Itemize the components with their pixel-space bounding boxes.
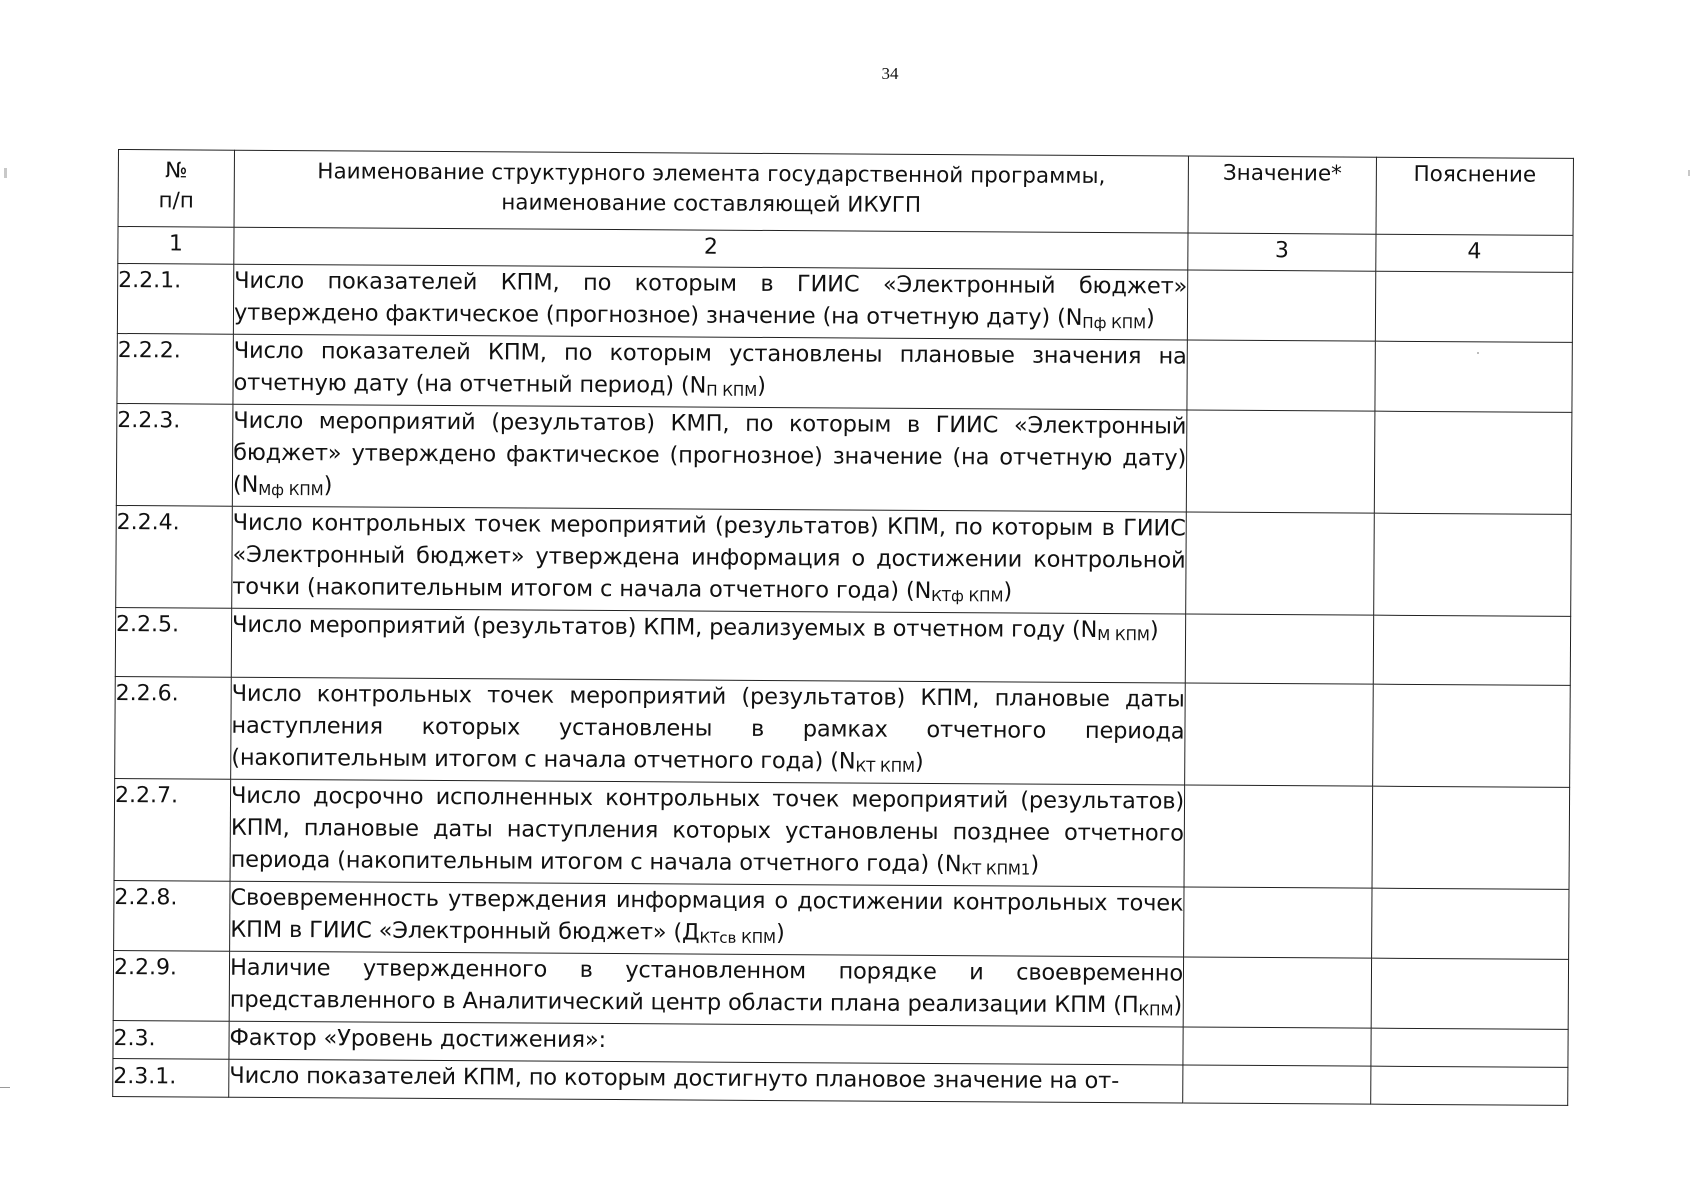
row-text [232,506,1187,614]
row-text [232,404,1187,512]
value-cell [1187,270,1375,341]
row-number: 2.2.1. [117,264,233,335]
row-text-main: Число показателей КПМ, по которым достигнуто плановое значение на от- [229,1062,1120,1095]
row-text-subscript: М КПМ [1097,625,1150,645]
value-cell [1183,1027,1371,1066]
indicator-table [112,149,1574,1106]
row-text-main: Наличие утвержденного в установленном порядке и своевременно представленного в Аналитический центр области плана реализации КПМ (П [229,954,1184,1019]
row-text-tail: ) [914,748,924,775]
row-text-main: Число досрочно исполненных контрольных точек мероприятий (результатов) КПМ, плановые даты наступления которых установлены позднее отчетного периода (накопительным итогом с начала отчетного года) (N [230,782,1185,878]
table-row [113,950,1568,1029]
explanation-cell [1371,958,1568,1029]
value-cell [1183,957,1371,1028]
row-text-main: Фактор «Уровень достижения»: [229,1024,607,1053]
column-number-3: 3 [1188,233,1376,271]
row-text-subscript: Мф КПМ [258,480,324,500]
explanation-cell [1374,513,1572,616]
header-explanation-label: Пояснение [1413,161,1537,188]
row-number: 2.2.3. [116,403,233,506]
explanation-cell [1375,271,1572,342]
row-text-main: Число контрольных точек мероприятий (результатов) КПМ, плановые даты наступления которых установлены в рамках отчетного периода (накопительным итогом с начала отчетного года) (N [231,680,1185,775]
table-row [117,264,1572,343]
row-text-subscript: КТф КПМ [931,586,1004,606]
row-text-subscript: КТ КПМ1 [961,860,1031,879]
table-row [115,607,1570,685]
row-text-main: Число показателей КПМ, по которым в ГИИС «Электронный бюджет» утверждено фактическое (прогнозное) значение (на отчетную дату) (N [233,267,1188,331]
column-number-4: 4 [1376,234,1573,272]
row-number: 2.2.2. [117,333,233,404]
row-text-tail: ) [1146,305,1155,332]
value-cell [1185,614,1373,684]
explanation-cell [1373,615,1570,685]
value-cell [1187,340,1375,411]
row-text-subscript: КТсв КПМ [699,928,777,948]
header-value [1188,156,1376,234]
table-row [114,778,1570,889]
value-cell [1186,512,1375,615]
value-cell [1185,683,1374,786]
row-text-tail: ) [1003,578,1013,605]
row-number: 2.2.4. [116,505,233,608]
table-row [116,403,1572,514]
row-text [233,334,1187,410]
value-cell [1183,1065,1371,1104]
header-value-label: Значение* [1222,160,1342,187]
row-text-tail: ) [757,372,766,399]
table-header-row [118,150,1573,236]
explanation-cell [1371,1028,1568,1067]
row-text-tail: ) [1149,617,1159,644]
row-text-main: Число мероприятий (результатов) КПМ, реализуемых в отчетном году (N [232,611,1098,643]
row-text [231,608,1185,683]
value-cell [1184,785,1373,888]
row-text [229,1059,1183,1103]
table-row [115,676,1571,787]
row-number: 2.2.5. [115,607,231,677]
row-text [233,264,1187,340]
explanation-cell [1375,341,1572,412]
row-text [229,951,1183,1027]
row-number: 2.2.7. [114,778,231,881]
row-text-tail: ) [323,472,333,499]
header-number [118,150,234,228]
header-name [234,150,1188,233]
row-text-subscript: КПМ [1138,1001,1174,1020]
row-text [230,881,1184,957]
row-number: 2.2.6. [115,676,232,779]
table-row [114,880,1569,959]
row-number: 2.3. [113,1020,229,1059]
row-number: 2.2.8. [114,880,230,951]
row-text-tail: ) [1173,992,1183,1019]
column-number-2: 2 [234,227,1188,270]
header-number-label: № п/п [158,158,194,214]
explanation-cell [1374,411,1572,514]
table-row [113,1058,1568,1105]
row-text-subscript: Пф КПМ [1082,313,1147,333]
page-number: 34 [881,64,899,83]
row-number: 2.2.9. [113,950,229,1021]
row-text [229,1021,1183,1065]
row-text-tail: ) [1030,851,1040,878]
header-name-label: Наименование структурного элемента государственной программы, наименование составляющей ИКУГП [317,159,1106,218]
header-explanation [1376,157,1573,235]
row-text-tail: ) [775,920,785,947]
scan-artifact [4,168,7,178]
row-text-main: Число мероприятий (результатов) КМП, по которым в ГИИС «Электронный бюджет» утверждено фактическое (прогнозное) значение (на отчетную дату) (N [232,407,1187,498]
scan-artifact [0,1087,10,1088]
row-text [231,677,1186,785]
table-row [117,333,1572,412]
explanation-cell [1373,684,1571,787]
scan-artifact [1688,170,1690,176]
row-text [230,779,1185,887]
row-text-main: Своевременность утверждения информация о достижении контрольных точек КПМ в ГИИС «Электронный бюджет» (Д [230,884,1184,946]
explanation-cell [1372,888,1569,959]
value-cell [1184,887,1372,958]
explanation-cell [1372,786,1570,889]
column-number-1: 1 [118,227,234,265]
row-text-main: Число показателей КПМ, по которым установлены плановые значения на отчетную дату (на отчетный период) (N [233,337,1187,399]
row-number: 2.3.1. [113,1058,229,1097]
row-text-subscript: КТ КПМ [855,757,915,776]
row-text-subscript: П КПМ [706,381,758,400]
table-row [116,505,1572,616]
row-text-main: Число контрольных точек мероприятий (результатов) КПМ, по которым в ГИИС «Электронный бюджет» утверждена информация о достижении контрольной точки (накопительным итогом с начала отчетного года) (N [232,509,1186,604]
explanation-cell [1371,1066,1568,1105]
value-cell [1186,410,1375,513]
